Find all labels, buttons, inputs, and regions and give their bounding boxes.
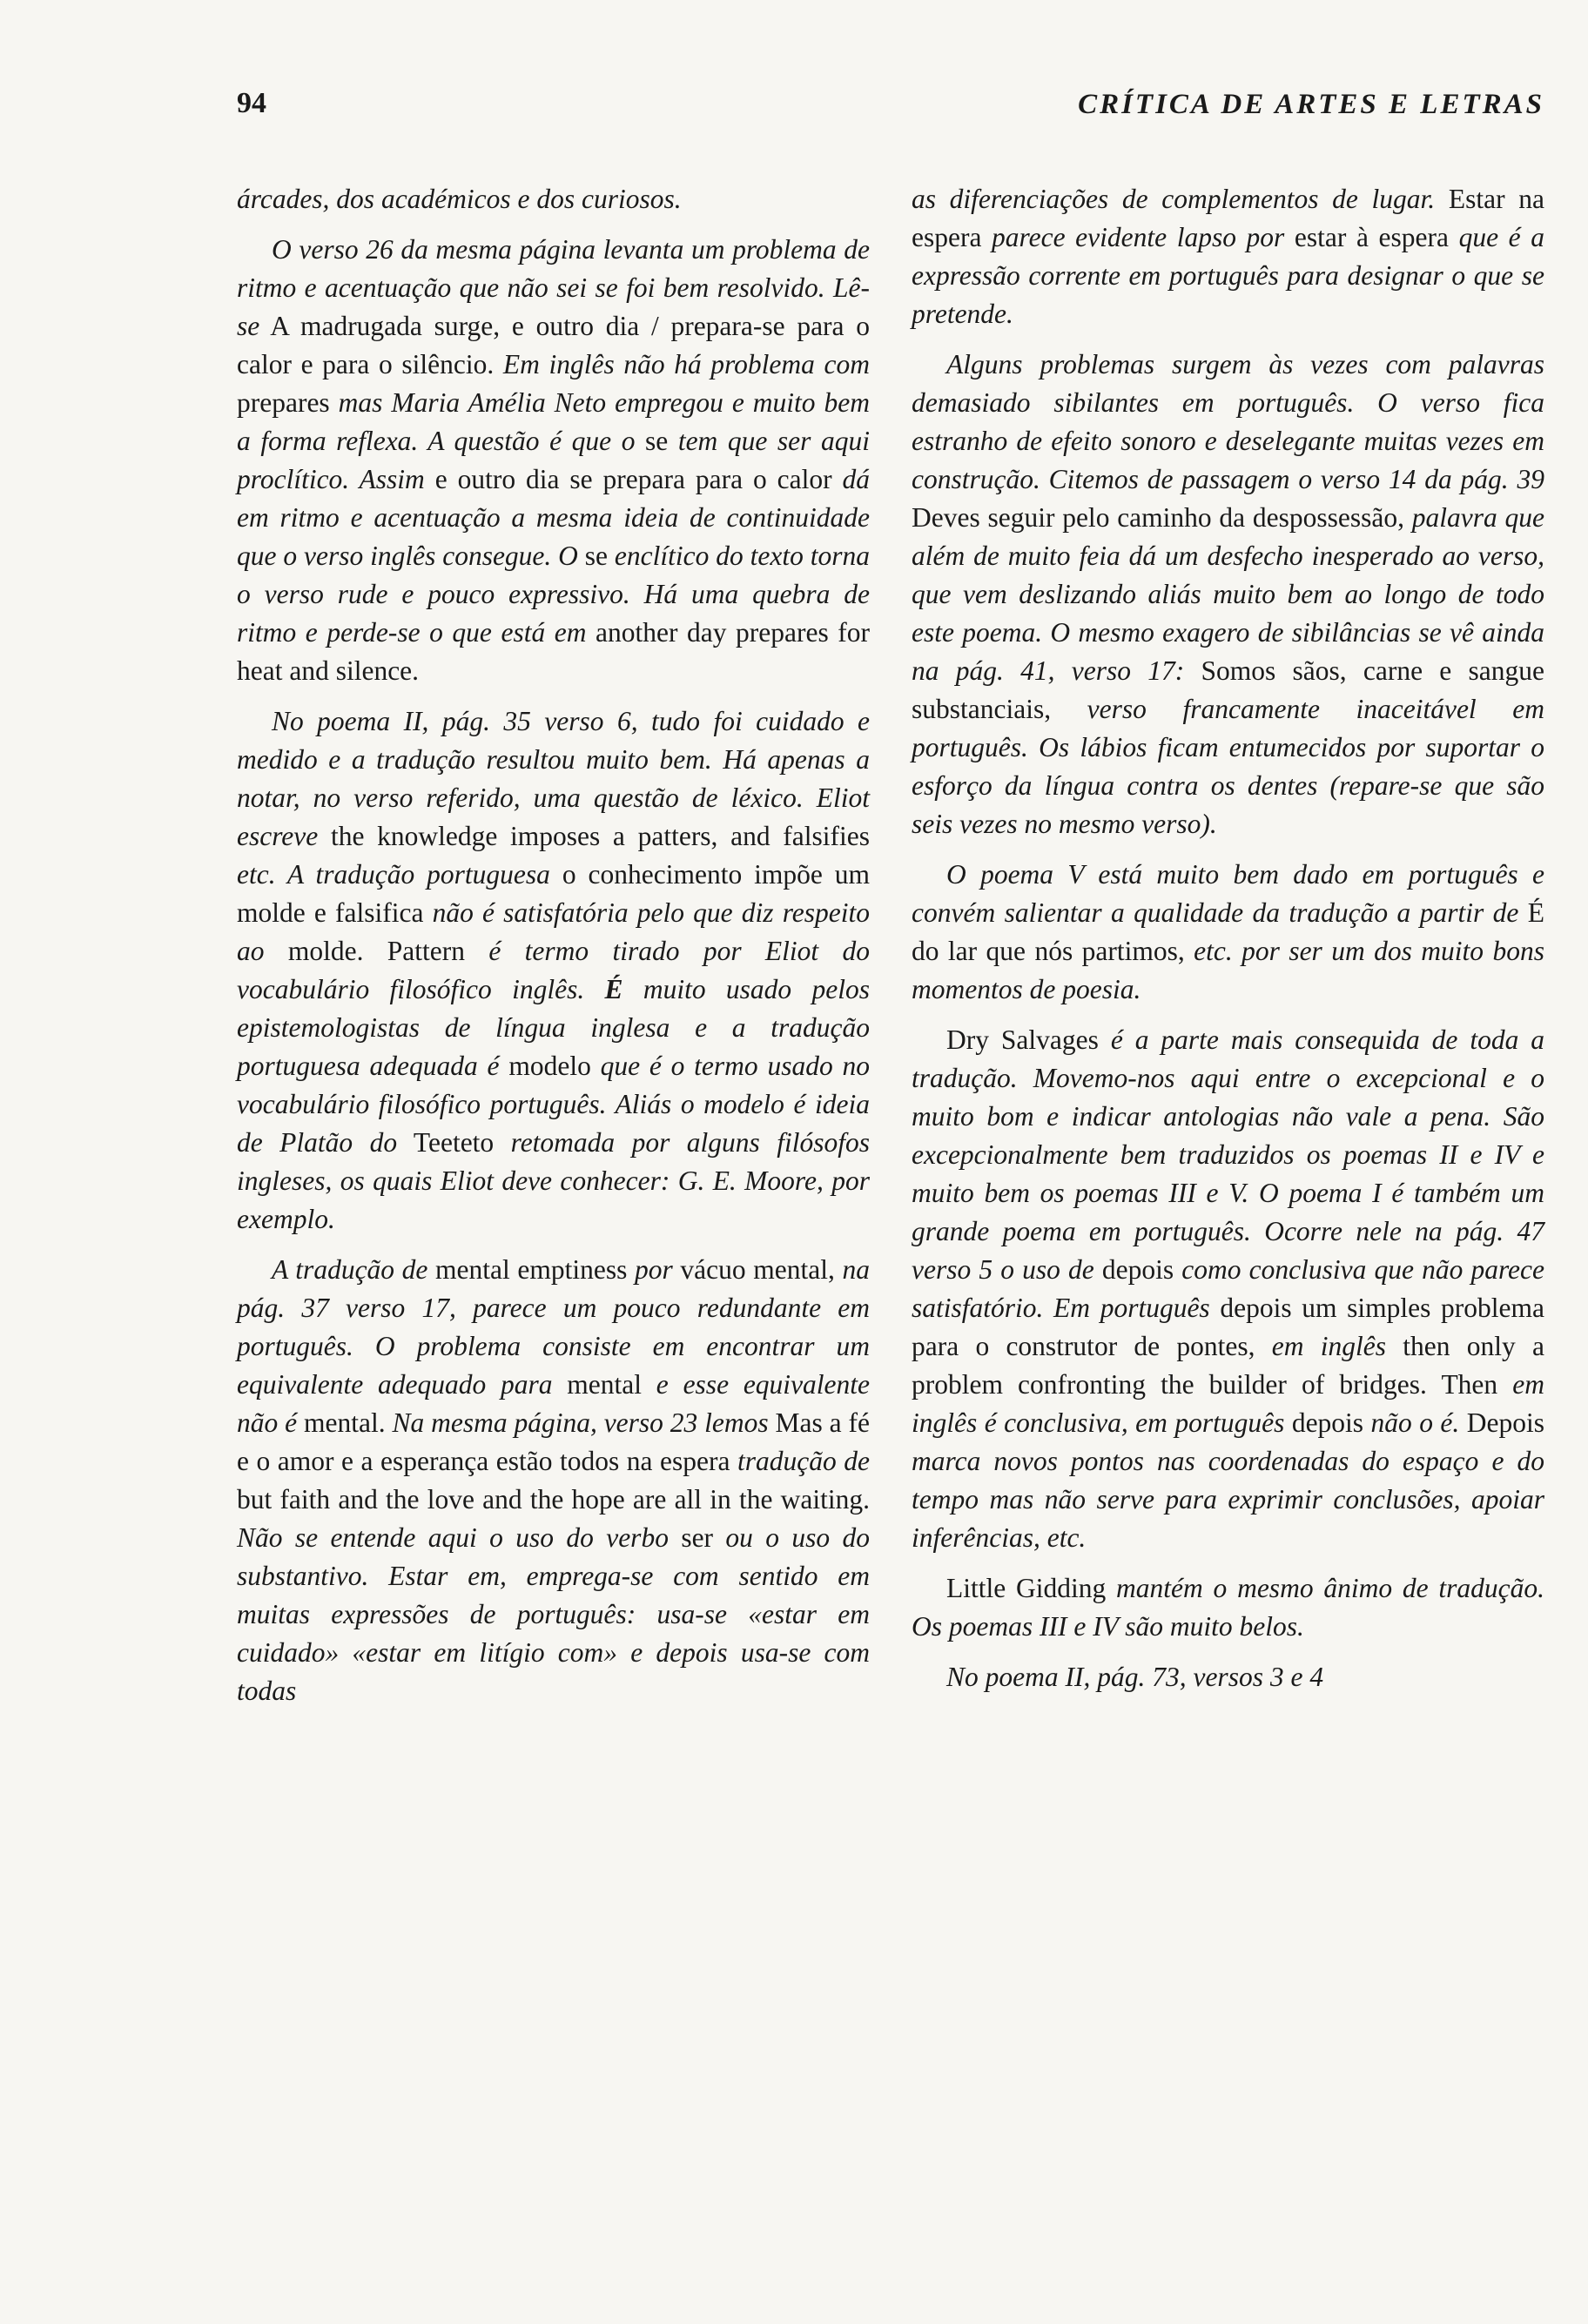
paragraph: No poema II, pág. 73, versos 3 e 4 <box>946 1662 1324 1692</box>
left-column <box>237 180 870 1723</box>
paragraph: as diferenciações de complementos de lugar. Estar na espera parece evidente lapso por estar à espera que é a expressão corrente em português para designar o que se pretende. <box>912 184 1545 329</box>
paragraph: A tradução de mental emptiness por vácuo mental, na pág. 37 verso 17, parece um pouco redundante em português. O problema consiste em encontrar um equivalente adequado para mental e esse equivalente não é mental. Na mesma página, verso 23 lemos Mas a fé e o amor e a esperança estão todos na espera tradução de but faith and the love and the hope are all in the waiting. Não se entende aqui o uso do verbo ser ou o uso do substantivo. Estar em, emprega-se com sentido em muitas expressões de português: usa-se «estar em cuidado» «estar em litígio com» e depois usa-se com todas <box>237 1254 871 1706</box>
right-column <box>912 180 1544 1709</box>
paragraph: Little Gidding mantém o mesmo ânimo de tradução. Os poemas III e IV são muito belos. <box>912 1573 1544 1642</box>
paragraph: Dry Salvages é a parte mais consequida de toda a tradução. Movemo-nos aqui entre o excepcional e o muito bom e indicar antologias não vale a pena. São excepcionalmente bem traduzidos os poemas II e IV e muito bem os poemas III e V. O poema I é também um grande poema em português. Ocorre nele na pág. 47 verso 5 o uso de depois como conclusiva que não parece satisfatório. Em português depois um simples problema para o construtor de pontes, em inglês then only a problem confronting the builder of bridges. Then em inglês é conclusiva, em português depois não o é. Depois marca novos pontos nas coordenadas do espaço e do tempo mas não serve para exprimir conclusões, apoiar inferências, etc. <box>912 1024 1545 1553</box>
paragraph: O verso 26 da mesma página levanta um problema de ritmo e acentuação que não sei se foi bem resolvido. Lê-se A madrugada surge, e outro dia / prepara-se para o calor e para o silêncio. Em inglês não há problema com prepares mas Maria Amélia Neto empregou e muito bem a forma reflexa. A questão é que o se tem que ser aqui proclítico. Assim e outro dia se prepara para o calor dá em ritmo e acentuação a mesma ideia de continuidade que o verso inglês consegue. O se enclítico do texto torna o verso rude e pouco expressivo. Há uma quebra de ritmo e perde-se o que está em another day prepares for heat and silence. <box>237 234 871 686</box>
paragraph: No poema II, pág. 35 verso 6, tudo foi cuidado e medido e a tradução resultou muito bem. Há apenas a notar, no verso referido, uma questão de léxico. Eliot escreve the knowledge imposes a patters, and falsifies etc. A tradução portuguesa o conhecimento impõe um molde e falsifica não é satisfatória pelo que diz respeito ao molde. Pattern é termo tirado por Eliot do vocabulário filosófico inglês. É muito usado pelos epistemologistas de língua inglesa e a tradução portuguesa adequada é modelo que é o termo usado no vocabulário filosófico português. Aliás o modelo é ideia de Platão do Teeteto retomada por alguns filósofos ingleses, os quais Eliot deve conhecer: G. E. Moore, por exemplo. <box>237 706 871 1234</box>
paragraph: árcades, dos académicos e dos curiosos. <box>237 184 682 214</box>
running-head: CRÍTICA DE ARTES E LETRAS <box>1078 89 1544 120</box>
paragraph: O poema V está muito bem dado em português e convém salientar a qualidade da tradução a partir de É do lar que nós partimos, etc. por ser um dos muito bons momentos de poesia. <box>912 859 1544 1004</box>
page-number: 94 <box>237 87 266 119</box>
paragraph: Alguns problemas surgem às vezes com palavras demasiado sibilantes em português. O verso fica estranho de efeito sonoro e deselegante muitas vezes em construção. Citemos de passagem o verso 14 da pág. 39 Deves seguir pelo caminho da despossessão, palavra que além de muito feia dá um desfecho inesperado ao verso, que vem deslizando aliás muito bem ao longo de todo este poema. O mesmo exagero de sibilâncias se vê ainda na pág. 41, verso 17: Somos sãos, carne e sangue substanciais, verso francamente inaceitável em português. Os lábios ficam entumecidos por suportar o esforço da língua contra os dentes (repare-se que são seis vezes no mesmo verso). <box>912 349 1544 839</box>
